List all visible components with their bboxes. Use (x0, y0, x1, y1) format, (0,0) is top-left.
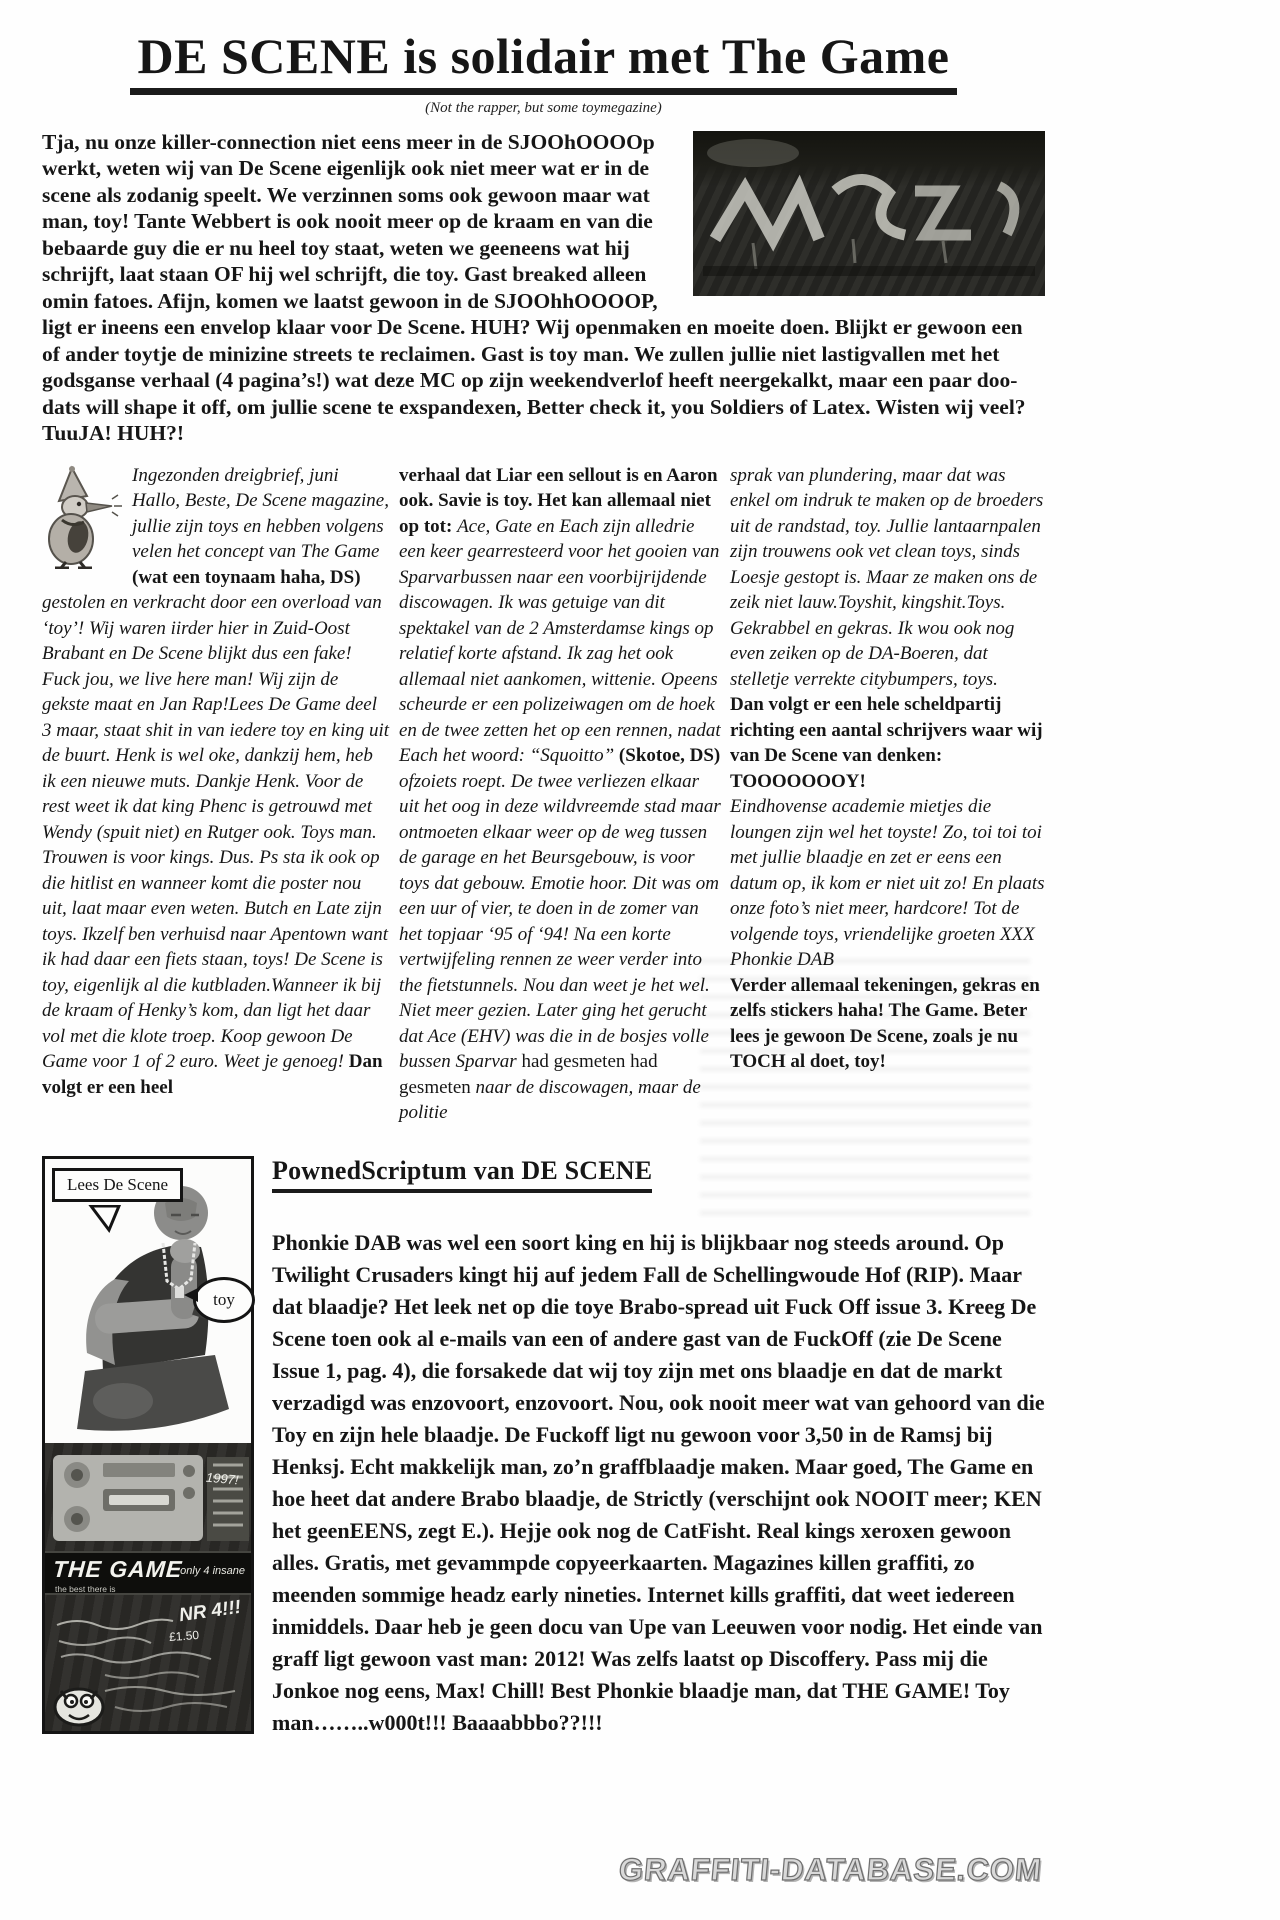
powned-text-block (272, 1156, 1045, 1739)
col2-run-2: (Skotoe, DS) (618, 745, 721, 766)
the-game-masthead (45, 1551, 251, 1595)
col1-run-1: Hallo, Beste, De Scene magazine, jullie zijn toys en hebben volgens velen het concept van The Game (132, 490, 389, 562)
col3-run-1: Dan volgt er een hele scheldpartij richting een aantal schrijvers waar wij van De Scene van denken: TOOOOOOOY! (730, 694, 1043, 792)
boombox-photo (51, 1449, 251, 1545)
col1-run-3: gestolen en verkracht door een overload van ‘toy’! Wij waren iirder hier in Zuid-Oost Brabant en De Scene blijkt dus een fake! Fuck jou, we live here man! Wij zijn de gekste maat en Jan Rap!Lees De Game deel 3 maar, staat shit in van iedere toy en king uit de buurt. Henk is wel oke, dankzij hem, heb ik een nieuwe muts. Dankje Henk. Voor de rest weet ik dat king Phenc is getrouwd met Wendy (spuit niet) en Rutger ook. Toys man. Trouwen is voor kings. Dus. Ps sta ik ook op die hitlist en wanneer komt die poster nou uit, laat maar even weten. Butch en Late zijn toys. Ikzelf ben verhuisd naar Apentown want ik had daar een fiets staan, toys! De Scene is toy, eigenlijk al die kutbladen.Wanneer ik bij de kraam of Henky’s kom, dan ligt het daar vol met die klote troep. Koop gewoon De Game voor 1 of 2 euro. Weet je genoeg! (42, 592, 390, 1072)
col3-run-2: Eindhovense academie mietjes die loungen zijn wel het toyste! Zo, toi toi toi met jullie blaadje en zet er eens een datum op, ik kom er niet uit zo! En plaats onze foto’s niet meer, hardcore! Tot de volgende toys, vriendelijke groeten XXX Phonkie DAB (730, 796, 1045, 970)
col2-run-1: Ace, Gate en Each zijn alledrie een keer gearresteerd voor het gooien van Sparvarbussen naar een voorbijrijdende discowagen. Ik was getuige van dit spektakel van de 2 Amsterdamse kings op relatief korte afstand. Ik zag het ook allemaal niet aankomen, wittenie. Opeens scheurde er een polizeiwagen om de hoek en de twee zetten het op een rennen, nadat Each het woord: “Squoitto” (399, 515, 721, 766)
the-game-photo-collage (42, 1156, 254, 1734)
col3-run-0: sprak van plundering, maar dat was enkel om indruk te maken op de broeders uit de randstad, toy. Jullie lantaarnpalen zijn trouwens ook vet clean toys, sinds Loesje gestopt is. Maar ze maken ons de zeik niet lauw.Toyshit, kingshit.Toys. Gekrabbel en gekras. Ik wou ook nog even zeiken op de DA-Boeren, dat stelletje verrekte citybumpers, toys. (730, 464, 1044, 690)
label-tail (85, 1205, 125, 1233)
col2-run-3: ofzoiets roept. De twee verliezen elkaar uit het oog in deze wildvreemde stad maar ontmoeten elkaar weer op de weg tussen de garage en het Beursgebouw, is voor toys dat gebouw. Emotie hoor. Dit was om een uur of vier, te doen in de zomer van het topjaar ‘95 of ‘94! Na een korte vertwijfeling rennen ze weer verder into the fietstunnels. Nou dan weet je het wel. Niet meer gezien. Later ging het gerucht dat Ace (EHV) was die in de bosjes volle bussen Sparvar (399, 770, 721, 1072)
toy-speech-bubble (193, 1277, 255, 1323)
bird-drawing-icon (42, 465, 122, 569)
intro-paragraph: Tja, nu onze killer-connection niet eens meer in de SJOOhOOOOp werkt, weten wij van De Scene eigenlijk ook niet meer wat er in de scene als zodanig speelt. We verzinnen soms ook gewoon maar wat man, toy! Tante Webbert is ook nooit meer op de kraam en van die bebaarde guy die er nu heel toy staat, weten we geeneens wat hij schrijft, laat staan OF hij wel schrijft, die toy. Gast breaked alleen omin fatoes. Afijn, komen we laatst gewoon in de SJOOhhOOOOP, ligt er ineens een envelop klaar voor De Scene. HUH? Wij openmaken en moeite doen. Blijkt er gewoon een of ander toytje de minizine streets te reclaimen. Gast is toy man. We zullen jullie niet lastigvallen met het godsganse verhaal (4 pagina’s!) wat deze MC op zijn weekendverlof heeft neergekalkt, maar een paar doo-dats will shape it off, om jullie scene te exspandexen, Better check it, you Soldiers of Latex. Wisten wij veel? TuuJA! HUH?! (42, 129, 1026, 445)
bubble-tail (184, 1288, 198, 1302)
the-game-subtitle: only 4 insane (180, 1564, 245, 1577)
page-content (42, 0, 1045, 1739)
graffiti-piece-drawing (693, 131, 1045, 296)
zine-year-scrawl: 1997! (205, 1469, 240, 1487)
powned-paragraph: Phonkie DAB was wel een soort king en hij is blijkbaar nog steeds around. Op Twilight Crusaders kingt hij auf jedem Fall de Schellingwoude Hof (RIP). Maar dat blaadje? Het leek net op die toye Brabo-spread uit Fuck Off issue 3. Kreeg De Scene toen ook al e-mails van een of andere gast van de FuckOff (zie De Scene Issue 1, pag. 4), die forsakede dat wij toy zijn met ons blaadje en dat de markt verzadigd was enzovoort, enzovoort. Nou, ook nooit meer wat van gehoord van die Toy en zijn hele blaadje. De Fuckoff ligt nu gewoon voor 3,50 in de Ramsj bij Henksj. Echt makkelijk man, zo’n graffblaadje maken. Maar goed, The Game en hoe heet dat andere Brabo blaadje, de Strictly (verschijnt ook NOOIT meer; KEN het geenEENS, zegt E.). Hejje ook nog de CatFisht. Real kings xeroxen gewoon alles. Gratis, met gevammpde copyeerkaarten. Magazines killen graffiti, zo meenden sommige headz early nineties. Internet kills graffiti, dat weet iedereen inmiddels. Daar heb je geen docu van Upe van Leeuwen voor nodig. Het einde van graff ligt gewoon vast man: 2012! Was zelfs laatst op Discoffery. Pass mij die Jonkoe nog eens, Max! Chill! Best Phonkie blaadje man, dat THE GAME! Toy man……..w000t!!! Baaaabbbo??!!! (272, 1229, 1045, 1735)
col2-run-5: naar de discowagen, maar de politie (399, 1076, 701, 1123)
graffiti-database-watermark: GRAFFITI-DATABASE.COM (617, 1852, 1044, 1887)
letter-column-2 (399, 463, 721, 1126)
col1-run-4: Dan volgt er een heel (42, 1051, 383, 1098)
col1-run-0: Ingezonden dreigbrief, juni (132, 464, 339, 486)
letter-text-col2 (399, 463, 721, 1126)
col2-run-4: had gesmeten had gesmeten (399, 1051, 658, 1098)
zine-covers-collage (45, 1443, 251, 1731)
toy-bubble-text: toy (213, 1289, 235, 1309)
page-subtitle: (Not the rapper, but some toymegazine) (425, 99, 662, 116)
letter-text-col3 (730, 463, 1045, 1075)
the-game-title: THE GAME (52, 1555, 184, 1582)
col2-run-0: verhaal dat Liar een sellout is en Aaron ook. Savie is toy. Het kan allemaal niet op tot: (399, 464, 718, 537)
lees-de-scene-label (52, 1168, 183, 1202)
letter-columns (42, 463, 1045, 1126)
graffiti-wall-photo (693, 131, 1045, 296)
letter-column-1 (42, 463, 390, 1126)
cartoon-creature (49, 1673, 109, 1729)
gnome-bird-illustration (42, 465, 122, 569)
page-header (42, 30, 1045, 117)
page-title: DE SCENE is solidair met The Game (130, 30, 958, 95)
intro-section (42, 129, 1045, 447)
lees-de-scene-text: Lees De Scene (67, 1174, 169, 1194)
col1-run-2: (wat een toynaam haha, DS) (132, 566, 361, 588)
col3-run-3: Verder allemaal tekeningen, gekras en zelfs stickers haha! The Game. Beter lees je gewoon De Scene, zoals je nu TOCH al doet, toy! (730, 974, 1040, 1072)
the-game-tagline: the best there is (55, 1583, 116, 1594)
powned-heading: PownedScriptum van DE SCENE (272, 1156, 652, 1193)
letter-column-3 (730, 463, 1045, 1126)
zine-price: £1.50 (168, 1627, 200, 1644)
zine-issue-number: NR 4!!! (177, 1596, 243, 1626)
powned-section (42, 1156, 1045, 1739)
